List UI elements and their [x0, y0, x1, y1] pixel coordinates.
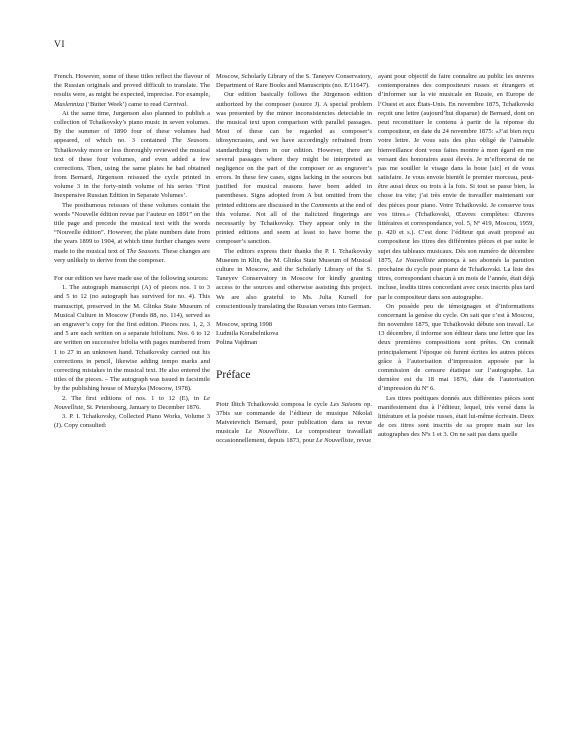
page-number: VI	[54, 40, 66, 50]
column-middle	[216, 72, 372, 446]
date-place: Moscow, spring 1998	[216, 321, 273, 329]
source-item: 1. The autograph manuscript (A) of pieces nos. 1 to 3 and 5 to 12 (no autograph has survived for no. 4). This manuscript, preserved in the M. Glinka State Museum of Musical Culture in Moscow (Fonds 88, no. 114), served as an engraver’s copy for the first edition. Pieces nos. 1, 2, 3 and 5 are each written on a separate bifolium. Nos. 6 to 12 are written on successive bifolia with pages numbered from 1 to 27 in an unknown hand. Tchaikovsky carried out his corrections in pencil, likewise adding tempo marks and correcting mistakes in the musical text. He also entered the titles of the pieces. – The autograph was issued in facsimile by the publishing house of Muzyka (Moscow, 1978).	[54, 284, 210, 393]
paragraph: At the same time, Jurgenson also planned to publish a collection of Tchaikovsky’s piano music in seven volumes. By the summer of 1890 four of these volumes had appeared, of which no. 3 contained The Seasons. Tchaikovsky more or less thoroughly reviewed the musical text of these four volumes, and even added a few corrections. Then, using the same plates he had obtained from Bernard, Jürgenson reissued the cycle printed in volume 3 in the forty-ninth volume of his series ‘First Inexpensive Russian Edition in Separate Volumes’.	[54, 109, 210, 200]
paragraph: For our edition we have made use of the following sources:	[54, 275, 209, 283]
column-right	[378, 72, 534, 440]
source-item: 3. P. I. Tchaikovsky, Collected Piano Works, Volume 3 (J). Copy consulted:	[54, 412, 210, 430]
paragraph: Moscow, Scholarly Library of the S. Taneyev Conservatory, Department of Rare Books and Manuscripts (no. E/11647).	[216, 73, 372, 90]
author-name: Ludmila Korabelnikova	[216, 330, 279, 338]
paragraph: On possède peu de témoignages et d’informations concernant la genèse du cycle. On sait que c’est à Moscou, fin novembre 1875, que Tchaïkovski débute son travail. Le 13 décembre, il informe son éditeur dans une lettre que les deux premières compositions sont prêtes. On connaît principalement l’époque où furent écrites les autres pièces grâce à l’autorisation d’impression apposée par la commission de censure étatique sur l’autographe. La dernière est du 18 mai 1876, date de l’autorisation d’impression du Nº 6.	[378, 302, 534, 393]
paragraph: Les titres poétiques donnés aux différentes pièces sont manifestement dus à l’éditeur, lequel, très versé dans la littérature et la poésie russes, était lui-même écrivain. Deux de ces titres sont inscrits de sa propre main sur les autographes des Nºs 1 et 3. On ne sait pas dans quelle	[378, 394, 534, 439]
author-name: Polina Vajdman	[216, 339, 258, 347]
paragraph: Piotr Ilitch Tchaïkovski composa le cycle Les Saisons op. 37bis sur commande de l’éditeur de musique Nikolaï Matveievitch Bernard, pour publication dans sa revue musicale Le Nouvelliste. Le compositeur travaillait occasionnellement, depuis 1873, pour Le Nouvelliste, revue	[216, 400, 372, 445]
paragraph: The editors express their thanks the P. I. Tchaikovsky Museum in Klin, the M. Glinka State Museum of Musical culture in Moscow, and the Scholarly Library of the S. Taneyev Conservatory in Moscow for kindly granting access to the sources and otherwise assisting this project. We are also grateful to Ms. Julia Kursell for conscientiously translating the Russian verses into German.	[216, 247, 372, 310]
signature-block	[216, 320, 372, 348]
paragraph: Our edition basically follows the Jürgenson edition authorized by the composer (source J). A special problem was presented by the minor inconsistencies detectable in the musical text upon comparison with parallel passages. Most of these can be regarded as composer’s idiosyncrasies, and we have accordingly refrained from standardizing them in our edition. However, there are several passages where they might be interpreted as negligence on the part of the composer or as engraver’s errors. In these few cases, signs lacking in the sources but justified for musical reasons have been added in parentheses. Signs adopted from A but omitted from the printed editions are discussed in the Comments at the end of this volume. Not all of the italicized fingerings are necessarily by Tchaikovsky. They appear only in the printed editions and seem at least to have borne the composer’s sanction.	[216, 91, 373, 246]
section-heading: Préface	[216, 368, 251, 381]
paragraph: ayant pour objectif de faire connaître au public les œuvres contemporaines des compositeurs russes et étrangers et d’informer sur la vie musicale en Russie, en Europe de l’Ouest et aux États-Unis. En novembre 1875, Tchaïkovski reçoit une lettre (aujourd’hui disparue) de Bernard, dont on peut reconstituer le contenu à partir de la réponse du compositeur, en date du 24 novembre 1875: «J’ai bien reçu votre lettre. Je vous suis des plus obligé de l’aimable bienveillance dont vous faites montre à mon égard en me versant des honoraires aussi élevés. Je m’efforcerai de ne pas me souiller le visage dans la boue [sic] et de vous satisfaire. Je vous envoie bientôt le premier morceau, peut-être aussi deux ou trois à la fois. Si tout se passe bien, la chose ira vite; j’ai très envie de travailler maintenant sur des pièces pour piano. Votre Tchaïkovski. Je conserve tous vos titres.» (Tchaïkovski, Œuvres complètes: Œuvres littéraires et correspondance, vol. 5, Nº 419, Moscou, 1959, p. 420 et s.). C’est donc l’éditeur qui avait proposé au compositeur les titres des différentes pièces et par suite le sujet des tableaux musicaux. Dès son numéro de décembre 1875, Le Nouvelliste annonça à ses abonnés la parution prochaine du cycle pour piano de Tchaïkovski. La liste des titres, correspondant chacun à un mois de l’année, était déjà incluse, lesdits titres concordant avec ceux inscrits plus tard par le compositeur dans son autographe.	[378, 73, 534, 301]
paragraph: The posthumous reissues of these volumes contain the words “Nouvelle édition revue par l’auteur en 1891” on the title page and precede the musical text with the words “Nouvelle édition”. However, the plate numbers date from the years 1899 to 1904, at which time further changes were made to the musical text of The Seasons. These changes are very unlikely to derive from the composer.	[54, 201, 210, 264]
paragraph: French. However, some of these titles reflect the flavour of the Russian originals and proved difficult to translate. The results were, as might be expected, imprecise. For example, Maslenniza (‘Butter Week’) came to read Carnival.	[54, 73, 210, 108]
source-item: 2. The first editions of nos. 1 to 12 (E), in Le Nouvelliste, St. Petersbourg, January to December 1876.	[54, 394, 210, 411]
column-left	[54, 72, 210, 430]
